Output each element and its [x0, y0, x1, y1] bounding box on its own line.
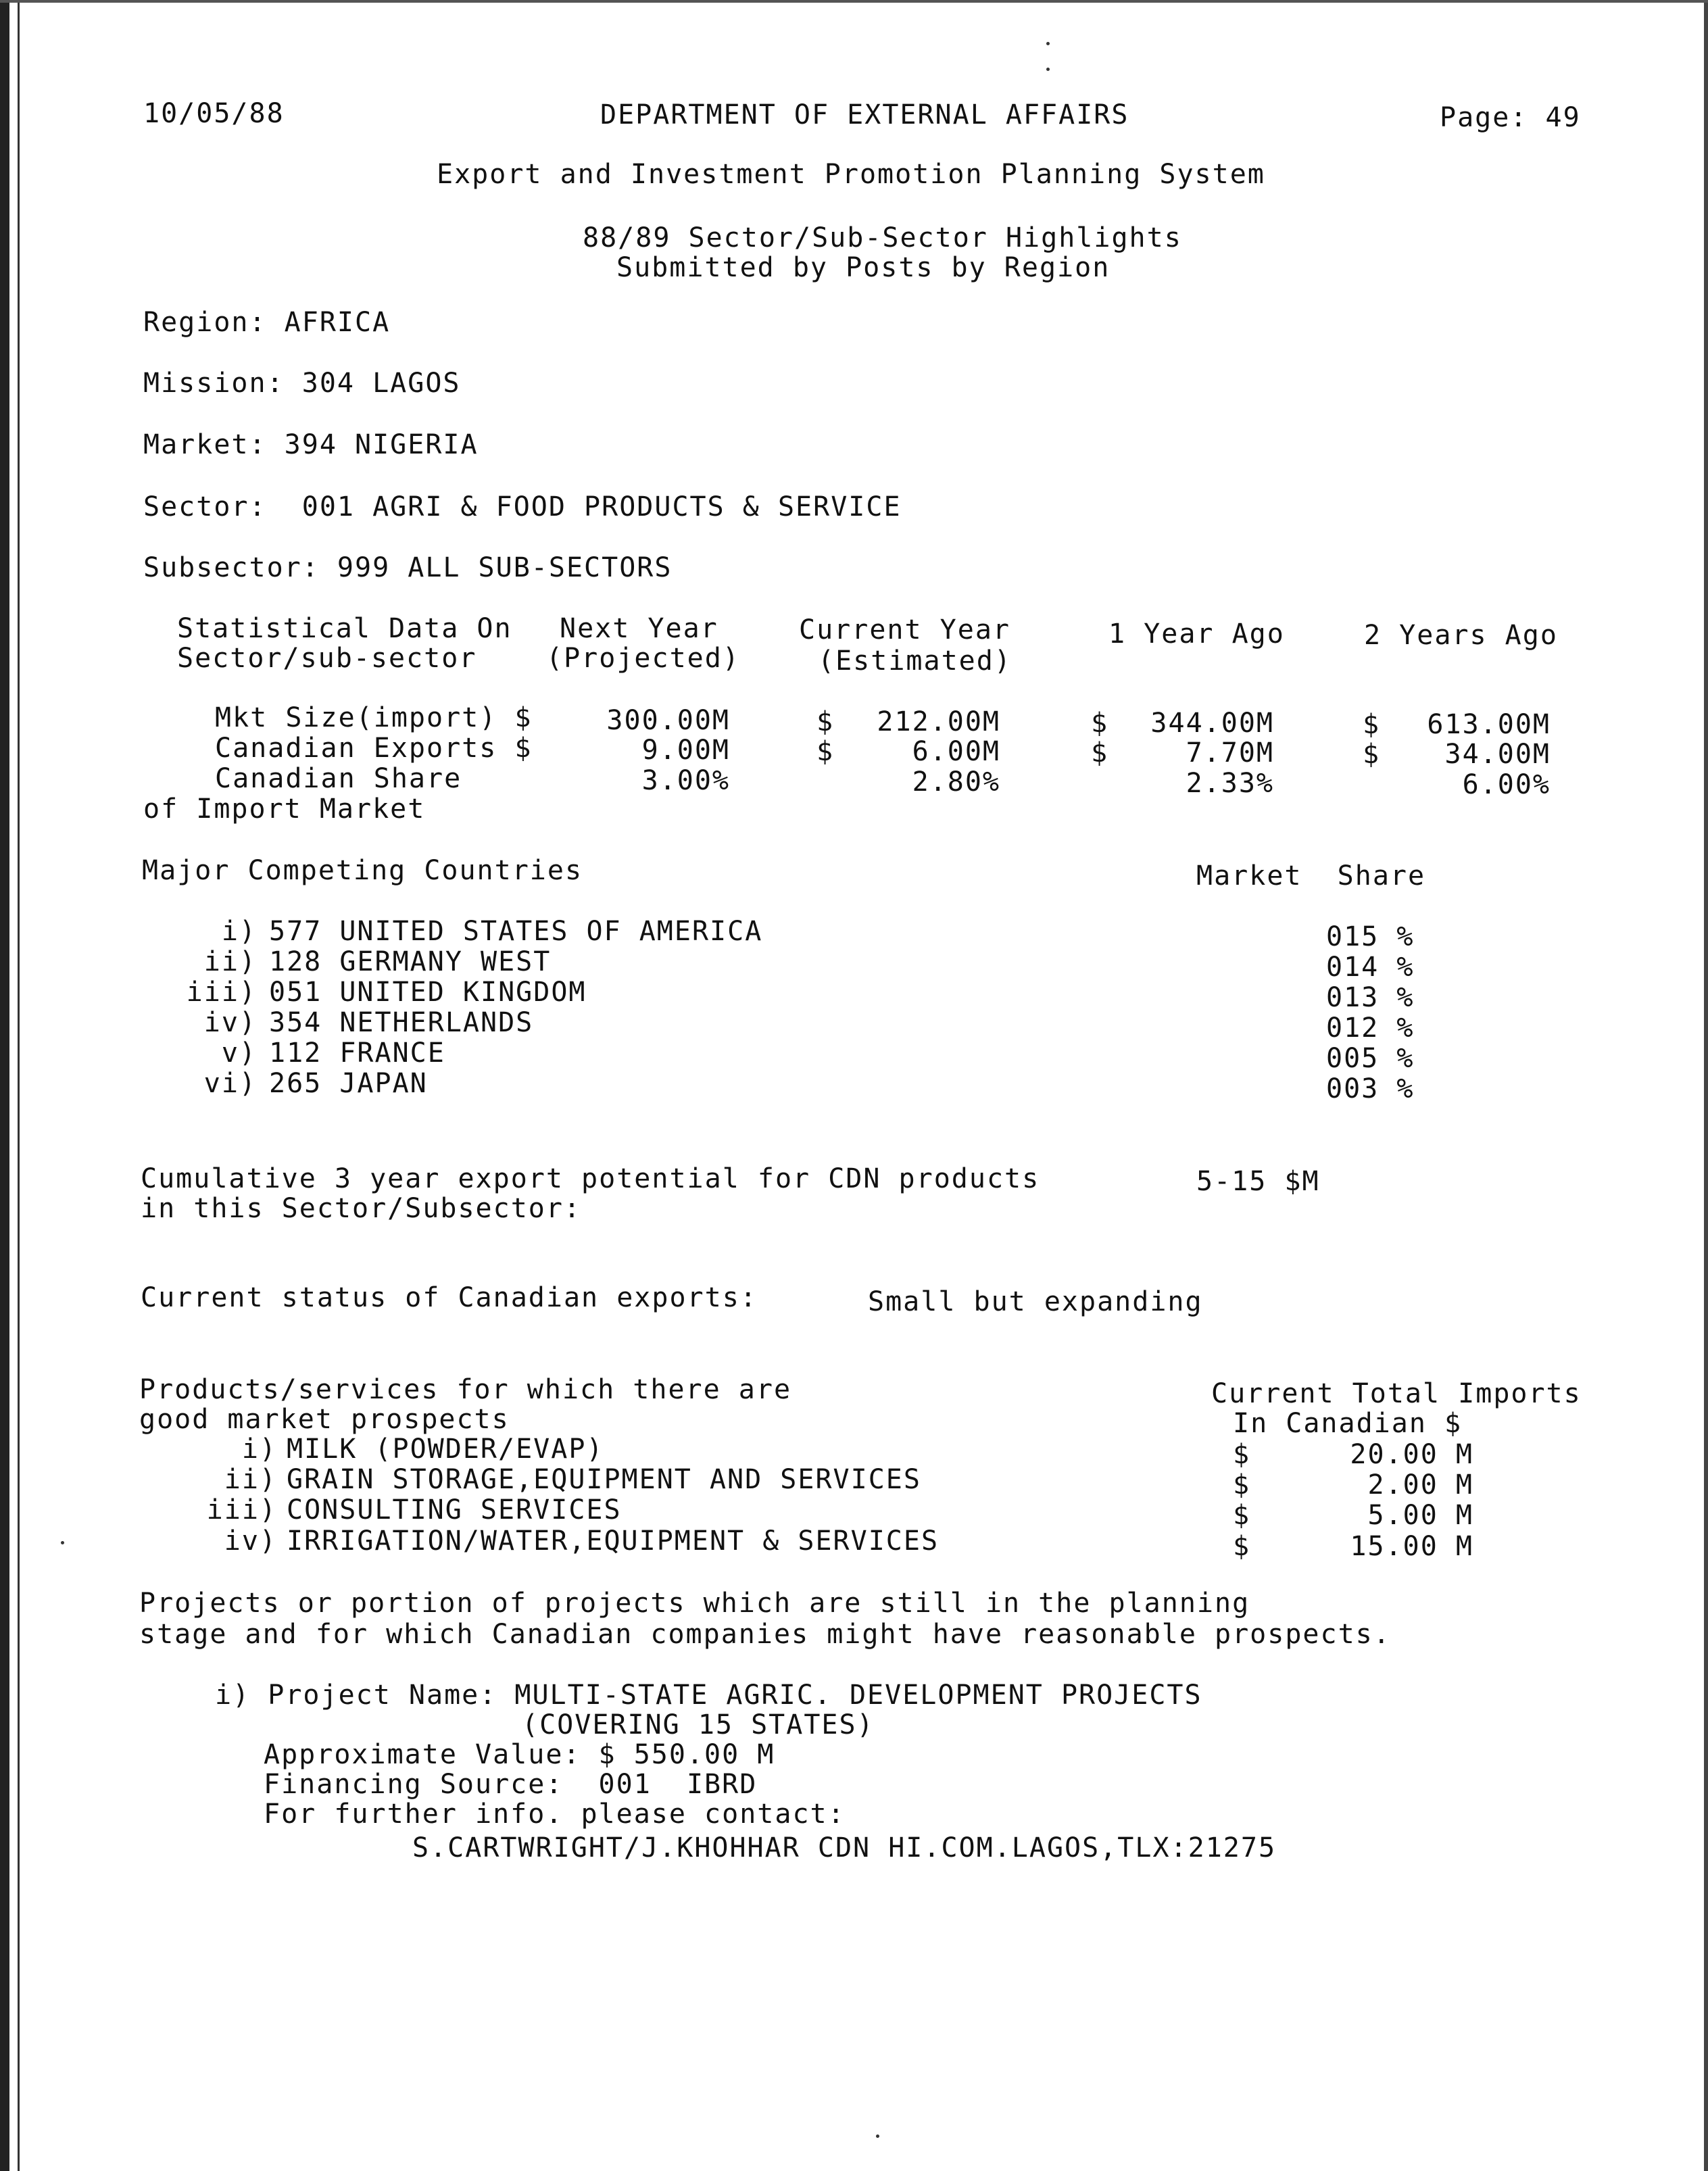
stats-cell-1y: 344.00M [1150, 708, 1274, 739]
department-title: DEPARTMENT OF EXTERNAL AFFAIRS [600, 99, 1129, 130]
export-status-value: Small but expanding [868, 1286, 1203, 1317]
system-title: Export and Investment Promotion Planning System [437, 159, 1265, 190]
products-heading-line1: Products/services for which there are [139, 1374, 792, 1405]
list-item-number: ii) [224, 1464, 277, 1495]
stats-header-col0-line1: Statistical Data On [177, 613, 512, 644]
list-item-currency: $ [1233, 1439, 1251, 1470]
stats-cell-next: 300.00M [606, 705, 730, 736]
project-approximate-value: Approximate Value: $ 550.00 M [264, 1739, 775, 1770]
report-date: 10/05/88 [143, 98, 285, 129]
list-item-country: 128 GERMANY WEST [269, 946, 552, 977]
scan-edge-top [0, 0, 1708, 3]
stats-cell-current-sign: $ [816, 736, 835, 767]
export-potential-line2: in this Sector/Subsector: [141, 1193, 582, 1224]
stats-cell-current-sign: $ [816, 706, 835, 737]
project-name-continued: (COVERING 15 STATES) [522, 1709, 875, 1740]
mission-line: Mission: 304 LAGOS [143, 368, 461, 399]
stats-header-col0-line2: Sector/sub-sector [177, 643, 477, 674]
stats-cell-1y: 2.33% [1186, 768, 1274, 799]
stats-row-label: Canadian Exports $ [215, 733, 533, 764]
subtitle-highlights: 88/89 Sector/Sub-Sector Highlights [583, 222, 1182, 253]
stats-header-estimated: (Estimated) [818, 645, 1012, 677]
list-item-product: GRAIN STORAGE,EQUIPMENT AND SERVICES [287, 1464, 921, 1495]
stats-cell-current: 2.80% [912, 766, 1000, 798]
stats-header-current-year: Current Year [799, 614, 1010, 645]
project-name: i) Project Name: MULTI-STATE AGRIC. DEVELOPMENT PROJECTS [215, 1680, 1202, 1711]
scan-speck [1046, 68, 1050, 71]
list-item-import-value: 5.00 M [1367, 1500, 1473, 1531]
stats-cell-2y: 34.00M [1444, 739, 1551, 770]
list-item-share: 003 % [1326, 1073, 1415, 1104]
list-item-country: 112 FRANCE [269, 1038, 445, 1069]
list-item-import-value: 20.00 M [1350, 1439, 1473, 1470]
list-item-number: vi) [203, 1068, 257, 1099]
stats-cell-next: 9.00M [641, 735, 730, 766]
stats-header-next-year: Next Year [560, 613, 718, 644]
stats-cell-1y-sign: $ [1091, 708, 1109, 739]
imports-header-line1: Current Total Imports [1211, 1378, 1582, 1409]
list-item-import-value: 15.00 M [1350, 1531, 1473, 1562]
list-item-share: 014 % [1326, 952, 1415, 983]
list-item-import-value: 2.00 M [1367, 1469, 1473, 1501]
list-item-product: IRRIGATION/WATER,EQUIPMENT & SERVICES [287, 1526, 940, 1557]
market-share-header: Market Share [1196, 860, 1426, 892]
list-item-number: iii) [186, 977, 257, 1008]
imports-header-line2: In Canadian $ [1233, 1408, 1463, 1439]
scan-edge-line [18, 0, 20, 2171]
list-item-product: CONSULTING SERVICES [287, 1494, 622, 1526]
list-item-share: 013 % [1326, 982, 1415, 1013]
list-item-country: 051 UNITED KINGDOM [269, 977, 587, 1008]
scan-edge-left [0, 0, 9, 2171]
list-item-number: i) [221, 916, 257, 947]
projects-heading-line2: stage and for which Canadian companies might have reasonable prospects. [139, 1619, 1391, 1650]
stats-cell-1y: 7.70M [1186, 737, 1274, 769]
market-line: Market: 394 NIGERIA [143, 429, 479, 460]
stats-row-label: Canadian Share [215, 763, 462, 794]
stats-cell-2y: 6.00% [1462, 769, 1551, 800]
stats-header-2-years-ago: 2 Years Ago [1364, 620, 1558, 651]
region-line: Region: AFRICA [143, 307, 391, 338]
scan-speck [61, 1541, 64, 1544]
list-item-currency: $ [1233, 1500, 1251, 1531]
export-potential-value: 5-15 $M [1196, 1166, 1320, 1197]
stats-cell-current: 212.00M [877, 706, 1000, 737]
project-contact: S.CARTWRIGHT/J.KHOHHAR CDN HI.COM.LAGOS,TLX:21275 [412, 1832, 1277, 1863]
list-item-product: MILK (POWDER/EVAP) [287, 1434, 604, 1465]
list-item-number: v) [221, 1038, 257, 1069]
list-item-country: 265 JAPAN [269, 1068, 428, 1099]
list-item-number: ii) [203, 946, 257, 977]
scan-speck [1046, 42, 1050, 45]
scan-edge-right [1704, 0, 1708, 2171]
products-heading-line2: good market prospects [139, 1404, 510, 1435]
list-item-share: 015 % [1326, 921, 1415, 952]
stats-header-projected: (Projected) [546, 643, 740, 674]
stats-cell-next: 3.00% [641, 765, 730, 796]
stats-cell-2y-sign: $ [1363, 709, 1381, 740]
subsector-line: Subsector: 999 ALL SUB-SECTORS [143, 552, 673, 583]
page-number: Page: 49 [1440, 102, 1581, 133]
subtitle-submitted: Submitted by Posts by Region [616, 252, 1111, 283]
export-status-label: Current status of Canadian exports: [141, 1282, 758, 1313]
list-item-number: iv) [203, 1007, 257, 1038]
list-item-share: 012 % [1326, 1013, 1415, 1044]
list-item-number: iii) [206, 1494, 277, 1526]
list-item-currency: $ [1233, 1531, 1251, 1562]
scan-speck [876, 2135, 879, 2138]
stats-cell-current: 6.00M [912, 736, 1000, 767]
list-item-currency: $ [1233, 1469, 1251, 1501]
project-financing-source: Financing Source: 001 IBRD [264, 1769, 758, 1800]
projects-heading-line1: Projects or portion of projects which are still in the planning [139, 1588, 1250, 1619]
stats-cell-1y-sign: $ [1091, 737, 1109, 769]
list-item-country: 577 UNITED STATES OF AMERICA [269, 916, 763, 947]
project-contact-label: For further info. please contact: [264, 1799, 846, 1830]
list-item-number: iv) [224, 1526, 277, 1557]
list-item-share: 005 % [1326, 1043, 1415, 1074]
list-item-number: i) [241, 1434, 277, 1465]
export-potential-line1: Cumulative 3 year export potential for CDN products [141, 1163, 1040, 1194]
stats-row-label: Mkt Size(import) $ [215, 702, 533, 733]
sector-line: Sector: 001 AGRI & FOOD PRODUCTS & SERVICE [143, 491, 902, 522]
stats-cell-2y: 613.00M [1427, 709, 1551, 740]
list-item-country: 354 NETHERLANDS [269, 1007, 534, 1038]
stats-cell-2y-sign: $ [1363, 739, 1381, 770]
stats-header-1-year-ago: 1 Year Ago [1108, 618, 1285, 650]
competitors-title: Major Competing Countries [142, 855, 583, 886]
stats-row-label-continued: of Import Market [143, 794, 426, 825]
